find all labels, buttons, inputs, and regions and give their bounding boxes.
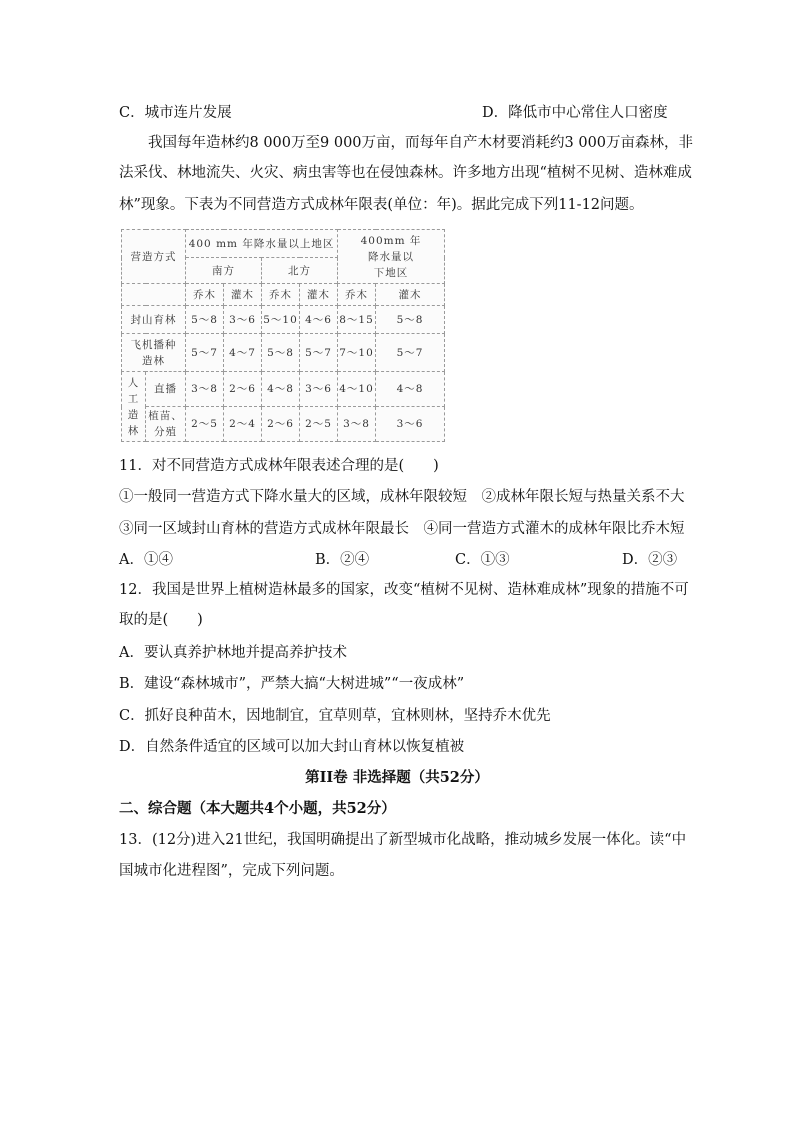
section-2-heading: 第II卷 非选择题（共52分） xyxy=(305,769,489,786)
table-cell: 5～7 xyxy=(300,334,338,372)
table-cell: 5～10 xyxy=(262,306,300,334)
table-cell: 2～5 xyxy=(186,407,224,442)
question-12-option-c: C．抓好良种苗木，因地制宜，宜草则草，宜林则林，坚持乔木优先 xyxy=(119,708,551,724)
question-12-line-1: 12．我国是世界上植树造林最多的国家，改变“植树不见树、造林难成林”现象的措施不可 xyxy=(119,582,689,598)
table-cell: 4～8 xyxy=(262,372,300,407)
header-south: 南方 xyxy=(186,258,262,284)
table-cell: 7～10 xyxy=(338,334,376,372)
row-label-aerial-seeding: 飞机播种 造林 xyxy=(122,334,186,372)
option-c-prev: C．城市连片发展 xyxy=(119,105,232,121)
row-label-seedling: 植苗、 分殖 xyxy=(146,407,186,442)
table-cell: 4～7 xyxy=(224,334,262,372)
header-shrub: 灌木 xyxy=(376,284,445,306)
table-cell: 3～8 xyxy=(338,407,376,442)
question-11: 11．对不同营造方式成林年限表述合理的是( ) xyxy=(119,458,439,474)
header-tree: 乔木 xyxy=(262,284,300,306)
table-cell: 2～5 xyxy=(300,407,338,442)
row-label-direct-seeding: 直播 xyxy=(146,372,186,407)
table-cell: 5～7 xyxy=(186,334,224,372)
table-row xyxy=(122,407,445,442)
table-cell: 3～8 xyxy=(186,372,224,407)
option-d-prev: D．降低市中心常住人口密度 xyxy=(482,105,668,121)
table-cell: 2～6 xyxy=(262,407,300,442)
question-11-option-b: B．②④ xyxy=(315,552,370,568)
table-row xyxy=(122,306,445,334)
header-above-400mm: 400 mm 年降水量以上地区 xyxy=(186,230,338,258)
table-cell: 3～6 xyxy=(376,407,445,442)
question-13-line-1: 13．(12分)进入21世纪，我国明确提出了新型城市化战略，推动城乡发展一体化。读“中 xyxy=(119,832,687,848)
question-11-option-a: A．①④ xyxy=(119,552,173,568)
header-tree: 乔木 xyxy=(186,284,224,306)
table-row xyxy=(122,372,445,407)
intro-paragraph-line-1: 我国每年造林约8 000万至9 000万亩，而每年自产木材要消耗约3 000万亩森林，非 xyxy=(148,135,694,151)
header-north: 北方 xyxy=(262,258,338,284)
question-12-option-d: D．自然条件适宜的区域可以加大封山育林以恢复植被 xyxy=(119,739,465,755)
question-12-option-a: A．要认真养护林地并提高养护技术 xyxy=(119,645,347,661)
intro-paragraph-line-3: 林”现象。下表为不同营造方式成林年限表(单位：年)。据此完成下列11-12问题。 xyxy=(119,197,644,213)
row-label-mountain-closure: 封山育林 xyxy=(122,306,186,334)
question-13-line-2: 国城市化进程图”，完成下列问题。 xyxy=(119,863,344,879)
table-cell: 5～7 xyxy=(376,334,445,372)
question-11-option-d: D．②③ xyxy=(622,552,678,568)
row-label-artificial: 人 工 造 林 xyxy=(122,372,146,442)
header-blank xyxy=(122,284,186,306)
afforestation-years-table xyxy=(121,229,445,442)
question-12-line-2: 取的是( ) xyxy=(119,612,203,628)
table-cell: 4～6 xyxy=(300,306,338,334)
table-cell: 8～15 xyxy=(338,306,376,334)
question-12-option-b: B．建设“森林城市”，严禁大搞“大树进城”“一夜成林” xyxy=(119,676,465,692)
part-2-heading: 二、综合题（本大题共4个小题，共52分） xyxy=(119,800,396,817)
table-cell: 4～8 xyxy=(376,372,445,407)
question-11-statement-2: ③同一区域封山育林的营造方式成林年限最长 ④同一营造方式灌木的成林年限比乔木短 xyxy=(119,521,685,537)
table-cell: 4～10 xyxy=(338,372,376,407)
header-shrub: 灌木 xyxy=(300,284,338,306)
table-cell: 3～6 xyxy=(224,306,262,334)
table-cell: 2～4 xyxy=(224,407,262,442)
intro-paragraph-line-2: 法采伐、林地流失、火灾、病虫害等也在侵蚀森林。许多地方出现“植树不见树、造林难成 xyxy=(119,165,692,181)
question-11-option-c: C．①③ xyxy=(455,552,510,568)
header-method: 营造方式 xyxy=(122,230,186,284)
table-cell: 5～8 xyxy=(376,306,445,334)
table-row xyxy=(122,334,445,372)
header-below-400mm: 400mm 年 降水量以 下地区 xyxy=(338,230,445,284)
question-11-statement-1: ①一般同一营造方式下降水量大的区域，成林年限较短 ②成林年限长短与热量关系不大 xyxy=(119,489,685,505)
table-cell: 3～6 xyxy=(300,372,338,407)
table-cell: 5～8 xyxy=(262,334,300,372)
header-shrub: 灌木 xyxy=(224,284,262,306)
table-cell: 2～6 xyxy=(224,372,262,407)
table-cell: 5～8 xyxy=(186,306,224,334)
header-tree: 乔木 xyxy=(338,284,376,306)
